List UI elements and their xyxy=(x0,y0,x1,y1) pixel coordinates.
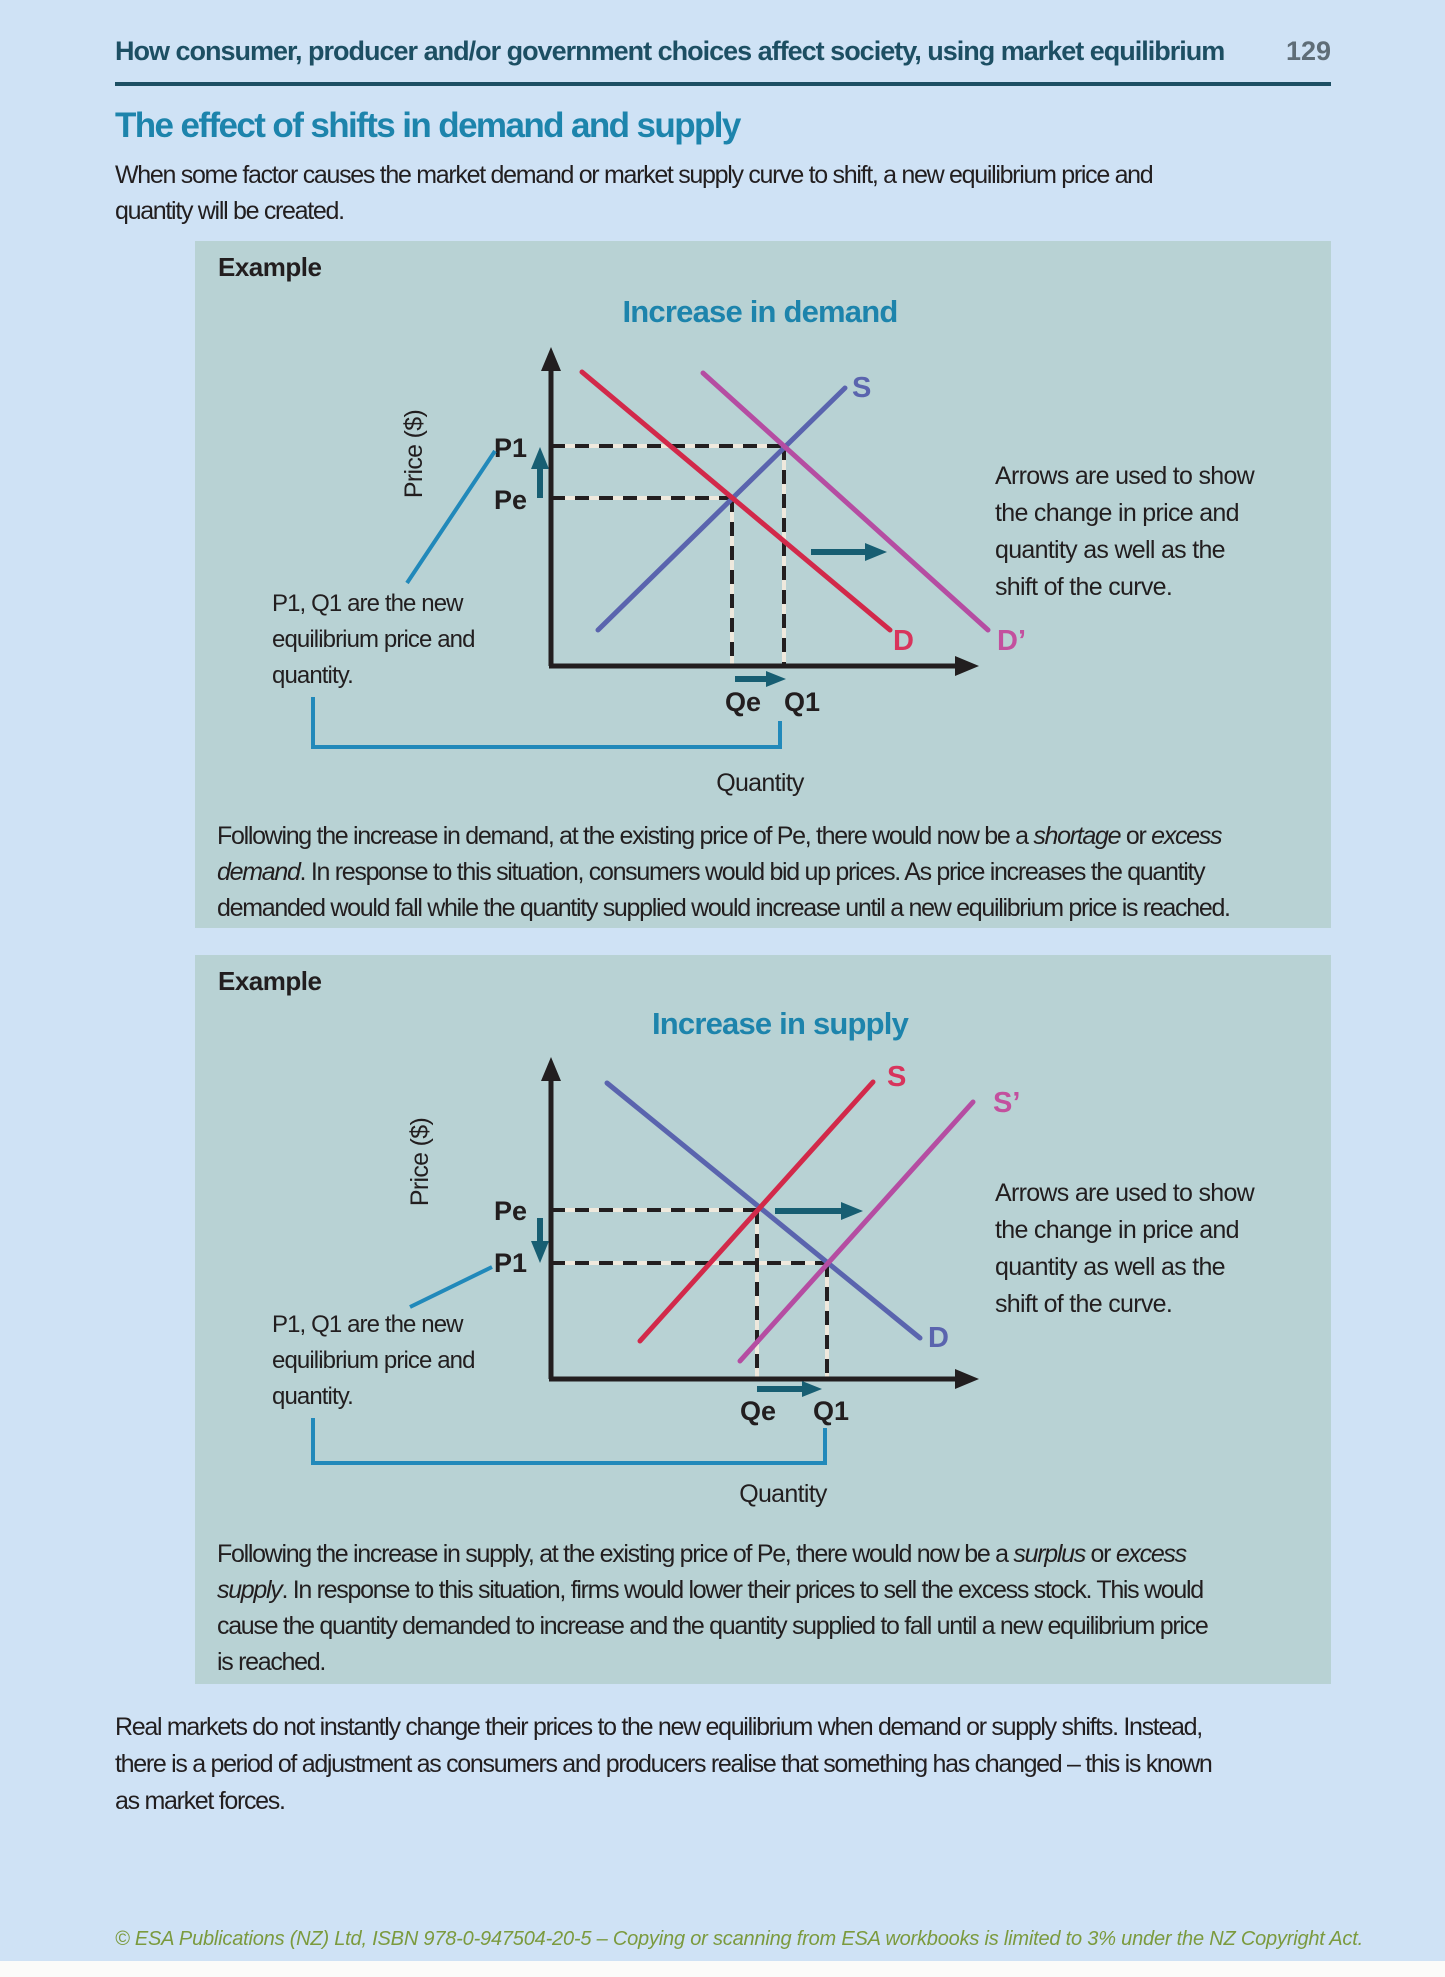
demand-curve xyxy=(607,1083,949,1354)
chart-title: Increase in demand xyxy=(622,294,898,329)
quantity-right-arrow xyxy=(735,671,786,687)
supply-label: S xyxy=(852,372,872,404)
callout-line: P1, Q1 are the new xyxy=(272,1311,463,1338)
x-axis-title: Quantity xyxy=(739,1480,827,1508)
q1-label: Q1 xyxy=(783,687,821,717)
quantity-right-arrow xyxy=(757,1381,822,1397)
qe-label: Qe xyxy=(724,687,762,717)
svg-text:Arrows are used to show: Arrows are used to show xyxy=(995,462,1255,490)
callout-line: P1, Q1 are the new xyxy=(272,590,463,617)
dashed-guides xyxy=(551,1210,827,1377)
price-down-arrow xyxy=(531,1218,549,1263)
svg-text:shift of the curve.: shift of the curve. xyxy=(995,1290,1173,1318)
chart-title: Increase in supply xyxy=(651,1006,909,1041)
section-heading: The effect of shifts in demand and supply xyxy=(115,106,740,145)
svg-text:Arrows are used to show: Arrows are used to show xyxy=(995,1179,1255,1207)
example-label: Example xyxy=(218,252,322,282)
y-axis-title: Price ($) xyxy=(406,1117,434,1207)
pe-label: Pe xyxy=(493,485,527,515)
example-box-increase-in-supply xyxy=(195,955,1331,1684)
svg-text:quantity as well as the: quantity as well as the xyxy=(995,1253,1225,1281)
example2-paragraph: Following the increase in supply, at the existing price of Pe, there would now be a surplus or excess supply. In response to this situation, firms would lower their prices to sell the excess stock. This would cause the quantity demanded to increase and the quantity supplied to fall until a new equilibrium price is reached. xyxy=(217,1540,1208,1676)
qe-label: Qe xyxy=(739,1396,777,1426)
side-note xyxy=(995,462,1256,601)
callout-line: equilibrium price and xyxy=(272,626,475,653)
p1-label: P1 xyxy=(493,433,527,463)
example-label: Example xyxy=(218,966,322,996)
page-number: 129 xyxy=(1285,36,1331,66)
callout-line: quantity. xyxy=(272,662,353,689)
svg-text:shift of the curve.: shift of the curve. xyxy=(995,573,1173,601)
example-box-increase-in-demand xyxy=(195,241,1331,928)
closing-paragraph: Real markets do not instantly change their prices to the new equilibrium when demand or supply shifts. Instead, there is a period of adjustment as consumers and producers realise that something has changed – this is known as market forces. xyxy=(115,1713,1212,1815)
copyright-footer: © ESA Publications (NZ) Ltd, ISBN 978-0-947504-20-5 – Copying or scanning from ESA workbooks is limited to 3% under the NZ Copyright Act. xyxy=(115,1928,1363,1950)
chapter-title: How consumer, producer and/or government choices affect society, using market equilibrium xyxy=(115,36,1225,66)
side-note xyxy=(995,1179,1256,1318)
pe-label: Pe xyxy=(493,1196,527,1226)
price-up-arrow xyxy=(531,447,549,498)
supply-shifted-label: S’ xyxy=(993,1087,1021,1119)
shift-right-arrow xyxy=(775,1202,863,1220)
page-bottom-margin xyxy=(0,1961,1445,1977)
p1-label: P1 xyxy=(493,1248,527,1278)
y-axis-title: Price ($) xyxy=(400,409,428,499)
demand-label: D xyxy=(928,1322,949,1354)
header-rule xyxy=(115,82,1331,86)
q1-label: Q1 xyxy=(812,1396,850,1426)
svg-text:the change in price and: the change in price and xyxy=(995,1216,1239,1244)
x-axis-title: Quantity xyxy=(716,769,804,797)
svg-text:quantity as well as the: quantity as well as the xyxy=(995,536,1225,564)
intro-paragraph: When some factor causes the market demand or market supply curve to shift, a new equilibrium price and quantity will be created. xyxy=(115,161,1153,225)
supply-label: S xyxy=(887,1061,907,1093)
example1-paragraph: Following the increase in demand, at the existing price of Pe, there would now be a shortage or excess demand. In response to this situation, consumers would bid up prices. As price increases the quantity demanded would fall while the quantity supplied would increase until a new equilibrium price is reached. xyxy=(217,822,1230,922)
demand-shifted-label: D’ xyxy=(997,625,1026,657)
demand-label: D xyxy=(893,625,914,657)
shift-right-arrow xyxy=(811,543,887,561)
svg-text:the change in price and: the change in price and xyxy=(995,499,1239,527)
callout-line: quantity. xyxy=(272,1383,353,1410)
supply-curve xyxy=(640,1061,906,1341)
callout-line: equilibrium price and xyxy=(272,1347,475,1374)
